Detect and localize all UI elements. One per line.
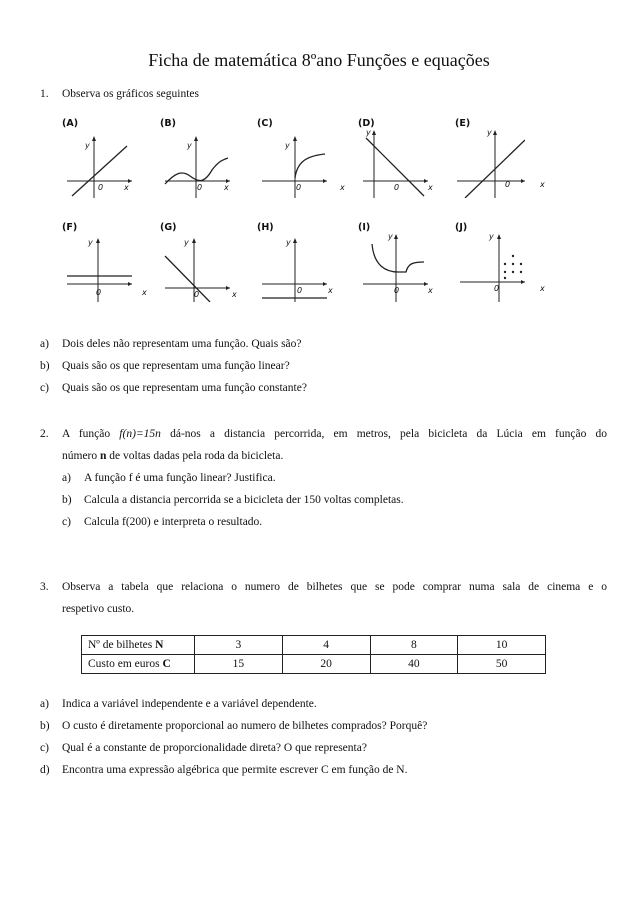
question-text: Observa os gráficos seguintes bbox=[62, 88, 200, 100]
axis-label-origin: 0 bbox=[96, 288, 102, 297]
table-cell: 40 bbox=[370, 655, 458, 674]
item-label: b) bbox=[40, 720, 50, 732]
axis-label-origin: 0 bbox=[394, 183, 400, 192]
q2-line-2 bbox=[62, 449, 283, 463]
row-variable: C bbox=[162, 658, 171, 670]
item-label: c) bbox=[62, 516, 71, 528]
graph-b bbox=[160, 118, 230, 198]
tickets-table bbox=[81, 635, 546, 674]
row-label: Nº de bilhetes bbox=[88, 639, 156, 651]
item-text: Quais são os que representam uma função constante? bbox=[62, 382, 307, 394]
table-row bbox=[82, 655, 546, 674]
axis-label-x: x bbox=[540, 284, 545, 293]
axis-label-origin: 0 bbox=[98, 183, 104, 192]
text: A função bbox=[62, 428, 111, 440]
axis-label-origin: 0 bbox=[194, 290, 200, 299]
table-cell: 8 bbox=[370, 636, 458, 655]
q3-item-a bbox=[40, 697, 317, 711]
graph-label: (J) bbox=[455, 222, 468, 233]
graph-label: (H) bbox=[257, 222, 274, 233]
row-variable: N bbox=[155, 639, 164, 651]
axis-label-y: y bbox=[286, 238, 291, 247]
item-label: a) bbox=[40, 338, 49, 350]
q3-item-b bbox=[40, 719, 427, 733]
item-text: Qual é a constante de proporcionalidade direta? O que representa? bbox=[62, 742, 367, 754]
graph-h bbox=[257, 222, 327, 302]
table-header-cell bbox=[82, 655, 195, 674]
graph-c bbox=[257, 118, 327, 198]
item-text: O custo é diretamente proporcional ao numero de bilhetes comprados? Porquê? bbox=[62, 720, 428, 732]
axis-label-y: y bbox=[88, 238, 93, 247]
axis-label-y: y bbox=[366, 128, 371, 137]
axis-label-x: x bbox=[124, 183, 129, 192]
table-cell: 50 bbox=[458, 655, 546, 674]
q3-line-1: Observa a tabela que relaciona o numero de bilhetes que se pode comprar numa sala de cinema e o bbox=[62, 581, 607, 593]
page-title: Ficha de matemática 8ºano Funções e equações bbox=[148, 50, 490, 70]
item-label: d) bbox=[40, 764, 50, 776]
axis-label-y: y bbox=[85, 141, 90, 150]
item-text: Calcula f(200) e interpreta o resultado. bbox=[84, 516, 263, 528]
axis-label-origin: 0 bbox=[494, 284, 500, 293]
table-cell: 15 bbox=[195, 655, 283, 674]
item-text: Dois deles não representam uma função. Quais são? bbox=[62, 338, 302, 350]
q3-item-c bbox=[40, 741, 367, 755]
graph-label: (E) bbox=[455, 118, 471, 129]
graph-label: (B) bbox=[160, 118, 176, 129]
item-label: a) bbox=[40, 698, 49, 710]
table-cell: 10 bbox=[458, 636, 546, 655]
axis-label-x: x bbox=[428, 286, 433, 295]
graph-label: (F) bbox=[62, 222, 78, 233]
axis-label-x: x bbox=[232, 290, 237, 299]
item-text: A função f é uma função linear? Justifica. bbox=[84, 472, 276, 484]
item-text: Indica a variável independente e a variável dependente. bbox=[62, 698, 317, 710]
axis-label-origin: 0 bbox=[296, 183, 302, 192]
q3-number: 3. bbox=[40, 581, 49, 593]
q2-item-b bbox=[62, 493, 404, 507]
item-label: b) bbox=[62, 494, 72, 506]
text: de voltas dadas pela roda da bicicleta. bbox=[109, 450, 284, 462]
q1-item-c bbox=[40, 381, 307, 395]
axis-label-x: x bbox=[142, 288, 147, 297]
axis-label-origin: 0 bbox=[505, 180, 511, 189]
text: dá-nos a distancia percorrida, em metros, pela bicicleta da Lúcia em função do bbox=[170, 428, 608, 440]
axis-label-y: y bbox=[388, 232, 393, 241]
axis-label-x: x bbox=[428, 183, 433, 192]
graph-label: (C) bbox=[257, 118, 273, 129]
axis-label-x: x bbox=[328, 286, 333, 295]
axis-label-origin: 0 bbox=[297, 286, 303, 295]
item-text: Encontra uma expressão algébrica que permite escrever C em função de N. bbox=[62, 764, 408, 776]
table-cell: 20 bbox=[282, 655, 370, 674]
q3-line-2: respetivo custo. bbox=[62, 603, 135, 615]
axis-label-x: x bbox=[340, 183, 345, 192]
graph-label: (I) bbox=[358, 222, 371, 233]
item-label: a) bbox=[62, 472, 71, 484]
axis-label-y: y bbox=[187, 141, 192, 150]
question-number: 1. bbox=[40, 88, 49, 100]
axis-label-origin: 0 bbox=[197, 183, 203, 192]
text: número bbox=[62, 450, 98, 462]
graph-label: (D) bbox=[358, 118, 375, 129]
function-expression: f(n)=15n bbox=[119, 428, 161, 440]
q1-item-b bbox=[40, 359, 290, 373]
row-label: Custo em euros bbox=[88, 658, 163, 670]
table-row bbox=[82, 636, 546, 655]
graph-label: (G) bbox=[160, 222, 177, 233]
axis-label-y: y bbox=[489, 232, 494, 241]
table-header-cell bbox=[82, 636, 195, 655]
axis-label-x: x bbox=[540, 180, 545, 189]
graph-label: (A) bbox=[62, 118, 79, 129]
graph-a bbox=[62, 118, 132, 198]
q2-item-c bbox=[62, 515, 262, 529]
variable-n: n bbox=[100, 450, 107, 462]
graph-i bbox=[358, 222, 428, 302]
axis-label-x: x bbox=[224, 183, 229, 192]
q1-item-a bbox=[40, 337, 302, 351]
q2-item-a bbox=[62, 471, 276, 485]
item-label: c) bbox=[40, 742, 49, 754]
item-text: Calcula a distancia percorrida se a bicicleta der 150 voltas completas. bbox=[84, 494, 404, 506]
axis-label-y: y bbox=[487, 128, 492, 137]
item-label: c) bbox=[40, 382, 49, 394]
axis-label-y: y bbox=[285, 141, 290, 150]
item-text: Quais são os que representam uma função linear? bbox=[62, 360, 290, 372]
table-cell: 4 bbox=[282, 636, 370, 655]
axis-label-origin: 0 bbox=[394, 286, 400, 295]
axis-label-y: y bbox=[184, 238, 189, 247]
question-1-heading bbox=[40, 87, 199, 101]
q3-item-d bbox=[40, 763, 407, 777]
q2-line-1 bbox=[62, 427, 607, 441]
item-label: b) bbox=[40, 360, 50, 372]
q2-number: 2. bbox=[40, 428, 49, 440]
table-cell: 3 bbox=[195, 636, 283, 655]
